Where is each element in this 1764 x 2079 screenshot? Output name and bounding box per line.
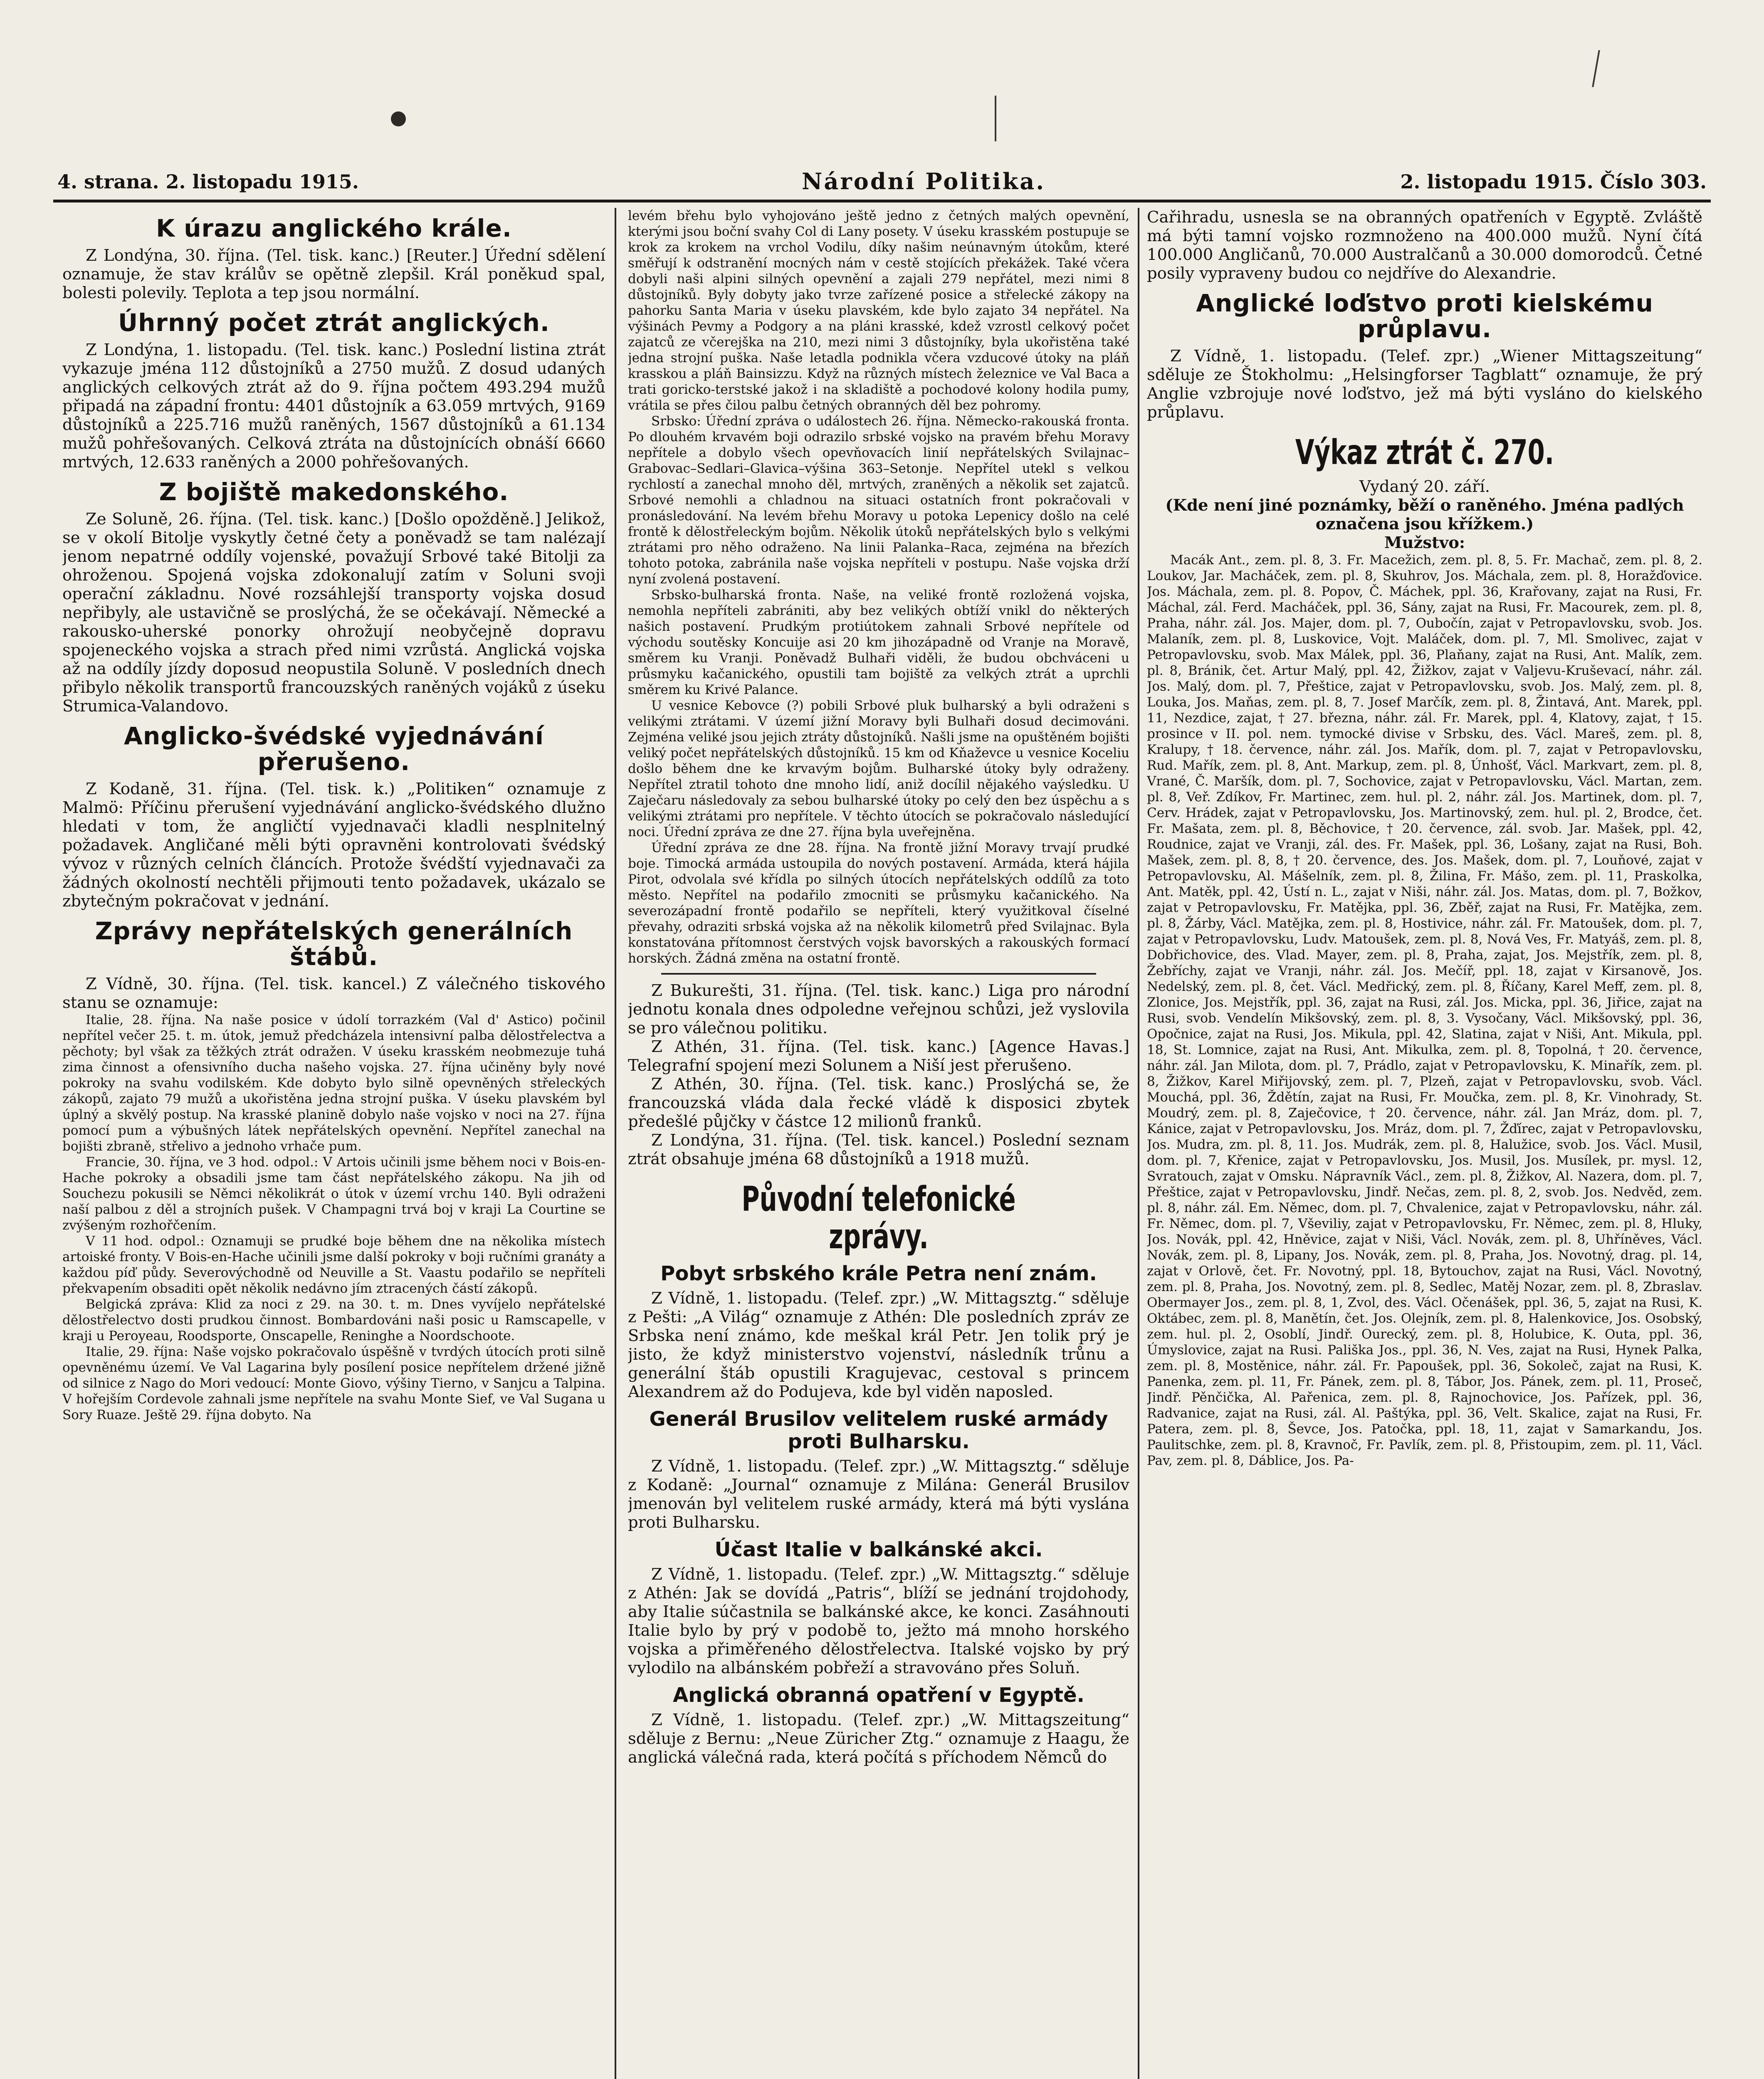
article-text: Z Athén, 30. října. (Tel. tisk. kanc.) Proslýchá se, že francouzská vláda dala řecké vládě k disposici zbytek předešlé půjčky v částce 12 milionů franků.	[628, 1075, 1129, 1131]
section-banner: Původní telefonické zprávy.	[741, 1180, 1016, 1257]
page-header	[53, 163, 1711, 202]
article-text-small: U vesnice Kebovce (?) pobili Srbové pluk bulharský a byli odraženi s velikými ztrátami. V území jižní Moravy byli Bulhaři dosud decimováni. Zejména veliké jsou jejich ztráty důstojníků. Našli jsme na opuštěném bojišti veliký počet nepřátelských důstojníků. 15 km od Kňaževce u vesnice Koceliu došlo během dne ke krvavým bojům. Bulharské útoky byly odraženy. Nepřítel ztratil tohoto dne mnoho lidí, aniž docílil nějakého vaýsledku. U Zaječaru následovaly za sebou bulharské útoky po celý den bez úspěchu a s velikými ztrátami pro nepřítele. V těchto útocích se pokračovalo následující noci. Úřední zpráva ze dne 27. října byla uveřejněna.	[628, 698, 1129, 840]
article-text: Z Vídně, 1. listopadu. (Telef. zpr.) „W. Mittagszeitung“ sděluje z Bernu: „Neue Züricher Ztg.“ oznamuje z Haagu, že anglická válečná rada, která počítá s příchodem Němců do	[628, 1711, 1129, 1767]
article-text-small: Úřední zpráva ze dne 28. října. Na frontě jižní Moravy trvají prudké boje. Timocká armáda ustoupila do nových postavení. Armáda, která hájila Pirot, odvolala své křídla po silných útocích nepřátelských oddílů za toto město. Nepřítel na podařilo zmocniti se průsmyku kačanického. Na severozápadní frontě podařilo se nepříteli, který využitkoval číselné převahy, odraziti srbská vojska až na několik kilometrů před Svilajnac. Byla konstatována přítomnost čerstvých vojsk bavorských a rakouských formací horských. Žádná změna na ostatní frontě.	[628, 840, 1129, 966]
headline: K úrazu anglického krále.	[156, 214, 512, 242]
article-text: Z Vídně, 1. listopadu. (Telef. zpr.) „W. Mittagsztg.“ sděluje z Kodaně: „Journal“ oznamuje z Milána: Generál Brusilov jmenován byl velitelem ruské armády, která má býti vyslána proti Bulharsku.	[628, 1457, 1129, 1532]
article-text: Z Vídně, 1. listopadu. (Telef. zpr.) „W. Mittagsztg.“ sděluje z Athén: Jak se dovídá „Patris“, blíží se jednání trojdohody, aby Italie súčastnila se balkánské akce, ke konci. Zasáhnouti Italie bylo by prý v podobě to, ježto má mnoho horského vojska a přiměřeného dělostřelectva. Italské vojsko by prý vylodilo na albánském pobřeží a stravováno přes Soluň.	[628, 1565, 1129, 1677]
column-rule	[1138, 208, 1139, 2079]
article-text-small: Italie, 29. října: Naše vojsko pokračovalo úspěšně v tvrdých útocích proti silně opevněnému území. Ve Val Lagarina byly posílení posice nepřítelem držené jižně od silnice z Nago do Mori vedoucí: Monte Giovo, výšiny Tierno, v Sanjcu a Talpina. V hořejším Cordevole zahnali jsme nepřítele na svahu Monte Sief, ve Val Sugana u Sory Ruaze. Ještě 29. října dobyto. Na	[62, 1344, 605, 1422]
article-text-small: Srbsko-bulharská fronta. Naše, na veliké frontě rozložená vojska, nemohla nepříteli zabrániti, aby bez velikých obtíží vnikl do některých našich postavení. Prudkým protiútokem zahnali Srbové nepřítele od východu soutěsky Koncuije asi 20 km jihozápadně od Vranje na Moravě, směrem ku Vranji. Poněvadž Bulhaři viděli, že budou obchváceni u průsmyku kačanického, opustili tam bojiště za velkých ztrát a uprchli směrem ku Krivé Palance.	[628, 588, 1129, 697]
headline: Pobyt srbského krále Petra není znám.	[660, 1262, 1097, 1285]
article-text-small: Srbsko: Úřední zpráva o událostech 26. října. Německo-rakouská fronta. Po dlouhém krvavém boji odrazilo srbské vojsko na pravém břehu Moravy nepřítele a dobylo všech opevňovacích linií nepřátelských Svilajnac–Grabovac–Sedlari–Glavica–výšina 363–Setonje. Nepřítel utekl s velkou rychlostí a zanechal mnoho děl, mrtvých, zraněných a několik set zajatců. Srbové nemohli a chladnou na situaci ostatních front pokračovali v pronásledování. Na levém břehu Moravy u potoka Lepenicy došlo na celé frontě k dělostřeleckým bojům. Několik útoků nepřátelských bylo s velkými ztrátami pro něho odraženo. Na linii Palanka–Raca, zejména na březích tohoto potoka, zabránila naše vojska nepříteli v postupu. Naše vojska drží nyní zvolená postavení.	[628, 414, 1129, 587]
article-text-small: Belgická zpráva: Klid za noci z 29. na 30. t. m. Dnes vyvíjelo nepřátelské dělostřelectvo dosti prudkou činnost. Bombardováni naši posic u Ramscapelle, v kraji u Peroyeau, Roodsporte, Onscapelle, Reninghe a Noordschoote.	[62, 1297, 605, 1343]
article-text-small: V 11 hod. odpol.: Oznamuji se prudké boje během dne na několika místech artoiské fronty. V Bois-en-Hache učinili jsme další pokroky v boji ručními granáty a každou píď půdy. Severovýchodně od Neuville a St. Vaastu podařilo se nepříteli překvapením obsaditi opět několik nedávno jím ztracených částí zákopů.	[62, 1234, 605, 1296]
headline: Generál Brusilov velitelem ruské armády proti Bulharsku.	[649, 1407, 1108, 1453]
casualty-list-entries: Macák Ant., zem. pl. 8, 3. Fr. Macežich, zem. pl. 8, 5. Fr. Machač, zem. pl. 8, 2. Loukov, Jar. Macháček, zem. pl. 8, Skuhrov, Jos. Máchala, zem. pl. 8, Horažďovice. Jos. Máchala, zem. pl. 8. Popov, Č. Máchek, ppl. 36, Krařovany, zajat na Rusi, Fr. Máchal, zál. Ferd. Macháček, ppl. 36, Sány, zajat na Rusi, Fr. Macourek, zem. pl. 8, Praha, náhr. zál. Jos. Majer, dom. pl. 7, Oubočín, zajat v Petropavlovsku, svob. Jos. Malaník, zem. pl. 8, Luskovice, Vojt. Maláček, dom. pl. 7, Ml. Smolivec, zajat v Petropavlovsku, svob. Max Málek, ppl. 36, Plaňany, zajat na Rusi, Ant. Malík, zem. pl. 8, Bránik, čet. Artur Malý, ppl. 42, Žižkov, zajat v Valjevu-Kruševací, náhr. zál. Jos. Malý, dom. pl. 7, Přeštice, zajat v Petropavlovsku, svob. Jos. Malý, zem. pl. 8, Louka, Jos. Maňas, zem. pl. 8, 7. Josef Marčík, zem. pl. 8, Žintavá, Ant. Marek, ppl. 11, Nezdice, zajat, † 27. března, náhr. zál. Fr. Marek, ppl. 4, Klatovy, zajat, † 15. prosince v II. pol. nem. tymocké divise v Srbsku, des. Václ. Mareš, zem. pl. 8, Kralupy, † 18. července, náhr. zál. Jos. Mařík, dom. pl. 7, zajat v Petropavlovsku, Rud. Mařík, zem. pl. 8, Ant. Markup, zem. pl. 8, Únhošť, Václ. Markvart, zem. pl. 8, Vrané, Č. Maršík, dom. pl. 7, Sochovice, zajat v Petropavlovsku, Václ. Martan, zem. pl. 8, Veř. Zdíkov, Fr. Martinec, zem. hul. pl. 2, náhr. zál. Jos. Martinek, dom. pl. 7, Cerv. Hrádek, zajat v Petropavlovsku, Jos. Martinovský, zem. hul. pl. 2, Brodce, čet. Fr. Mašata, zem. pl. 8, Běchovice, † 20. července, zál. svob. Jar. Mašek, ppl. 42, Roudnice, zajat ve Vranji, zál. des. Fr. Mašek, ppl. 36, Lošany, zajat na Rusi, Boh. Mašek, zem. pl. 8, 8, † 20. července, des. Jos. Mašek, dom. pl. 7, Louňové, zajat v Petropavlovsku, Al. Mášelník, zem. pl. 8, Žilina, Fr. Mášo, zem. pl. 11, Praskolka, Ant. Matěk, ppl. 42, Ústí n. L., zajat v Niši, náhr. zál. Jos. Matas, dom. pl. 7, Božkov, zajat v Petropavlovsku, Fr. Matějka, ppl. 36, Zběř, zajat na Rusi, Fr. Matějka, zem. pl. 8, Žárby, Václ. Matějka, zem. pl. 8, Hostivice, náhr. zál. Fr. Matoušek, dom. pl. 7, zajat v Petropavlovsku, Ludv. Matoušek, zem. pl. 8, Nová Ves, Fr. Matyáš, zem. pl. 8, Dobřichovice, des. Vlad. Mayer, zem. pl. 8, Praha, zajat, Jos. Mejstřík, zem. pl. 8, Žebříchy, zajat ve Vranji, náhr. zál. Jos. Mečíř, ppl. 18, zajat v Kirsanově, Jos. Nedelský, zem. pl. 8, čet. Václ. Medřický, zem. pl. 8, Říčany, Karel Meff, zem. pl. 8, Zlonice, Jos. Mejstřík, ppl. 36, zajat na Rusi, zál. Jos. Micka, ppl. 36, Jiřice, zajat na Rusi, svob. Vendelín Mikšovský, zem. pl. 8, 3. Vysočany, Václ. Mikšovský, ppl. 36, Opočnice, zajat na Rusi, Jos. Mikula, ppl. 42, Slatina, zajat v Niši, Ant. Mikula, ppl. 18, St. Lomnice, zajat na Rusi, Ant. Mikulka, zem. pl. 8, Topolná, † 20. července, náhr. zál. Jan Milota, dom. pl. 7, Prádlo, zajat v Petropavlovsku, K. Minařík, zem. pl. 8, Žižkov, Karel Miřijovský, zem. pl. 7, Plzeň, zajat v Petropavlovsku, svob. Václ. Mouchá, ppl. 36, Ždětín, zajat na Rusi, Fr. Moučka, zem. pl. 8, Kr. Vinohrady, St. Moudrý, zem. pl. 8, Zaječovice, † 20. července, náhr. zál. Jan Mráz, dom. pl. 7, Kánice, zajat v Petropavlovsku, Jos. Mráz, dom. pl. 7, Žďírec, zajat v Petropavlovsku, Jos. Mudra, zm. pl. 8, 11. Jos. Mudrák, zem. pl. 8, Halužice, svob. Jos. Václ. Musil, dom. pl. 7, Křenice, zajat v Petropavlovsku, Jos. Musil, Jos. Musílek, pr. mysl. 12, Svratouch, zajat v Omsku. Nápravník Václ., zem. pl. 8, Žižkov, Al. Nazera, dom. pl. 7, Přeštice, zajat v Petropavlovsku, Jindř. Nečas, zem. pl. 8, 2, svob. Jos. Nedvěd, zem. pl. 8, náhr. zál. Em. Němec, dom. pl. 7, Chvalenice, zajat v Petropavlovsku, náhr. zál. Fr. Němec, dom. pl. 7, Vševiliy, zajat v Petropavlovsku, Fr. Němec, zem. pl. 8, Hluky, Jos. Novák, ppl. 42, Hněvice, zajat v Niši, Václ. Novák, zem. pl. 8, Uhříněves, Václ. Novák, zem. pl. 8, Lipany, Jos. Novák, zem. pl. 8, Praha, Jos. Novotný, drag. pl. 14, zajat v Orlově, čet. Fr. Novotný, ppl. 18, Bytouchov, zajat na Rusi, Václ. Novotný, zem. pl. 8, Praha, Jos. Novotný, zem. pl. 8, Sedlec, Matěj Nozar, zem. pl. 8, Zbraslav. Obermayer Jos., zem. pl. 8, 1, Zvol, des. Václ. Očenášek, ppl. 36, 5, zajat na Rusi, K. Oktábec, zem. pl. 8, Manětín, čet. Jos. Olejník, zem. pl. 8, Halenkovice, Jos. Osobský, zem. hul. pl. 2, Osoblí, Jindř. Ourecký, zem. pl. 8, Holubice, K. Outa, ppl. 36, Úmyslovice, zajat na Rusi. Pališka Jos., ppl. 36, N. Ves, zajat na Rusi, Hynek Palka, zem. pl. 8, Mostěnice, náhr. zál. Fr. Papoušek, ppl. 36, Sokoleč, zajat na Rusi, K. Panenka, zem. pl. 11, Fr. Pánek, zem. pl. 8, Tábor, Jos. Pánek, zem. pl. 11, Proseč, Jindř. Pěnčička, Al. Pařenica, zem. pl. 8, Rajnochovice, Jos. Pařízek, ppl. 36, Radvanice, zajat na Rusi, zál. Al. Paštýka, ppl. 36, Velt. Skalice, zajat na Rusi, Fr. Patera, zem. pl. 8, Ševce, Jos. Patočka, ppl. 18, 11, zajat v Samarkandu, Jos. Paulitschke, zem. pl. 8, Kravnoč, Fr. Pavlík, zem. pl. 8, Přistoupim, zem. pl. 11, Václ. Pav, zem. pl. 8, Dáblice, Jos. Pa-	[1147, 553, 1702, 1468]
column-2	[628, 208, 1129, 2079]
headline: Úhrnný počet ztrát anglických.	[118, 309, 550, 337]
headline: Účast Italie v balkánské akci.	[714, 1538, 1043, 1561]
section-divider	[661, 973, 1096, 975]
header-page-date: 4. strana. 2. listopadu 1915.	[57, 170, 359, 193]
column-1	[62, 208, 605, 2079]
scan-mark	[995, 96, 996, 141]
scan-mark	[1592, 50, 1600, 87]
header-issue-number: 2. listopadu 1915. Číslo 303.	[1400, 170, 1707, 193]
casualty-list-date: Vydaný 20. září.	[1359, 477, 1490, 496]
article-text: Z Londýna, 31. října. (Tel. tisk. kancel.) Poslední seznam ztrát obsahuje jména 68 důstojníků a 1918 mužů.	[628, 1131, 1129, 1168]
article-text: Z Londýna, 30. října. (Tel. tisk. kanc.) [Reuter.] Úřední sdělení oznamuje, že stav králův se opětně zlepšil. Král poněkud spal, bolesti polevily. Teplota a tep jsou normální.	[62, 246, 605, 302]
article-text: Z Vídně, 30. října. (Tel. tisk. kancel.) Z válečného tiskového stanu se oznamuje:	[62, 975, 605, 1012]
article-text: Z Kodaně, 31. října. (Tel. tisk. k.) „Politiken“ oznamuje z Malmö: Příčinu přerušení vyjednávání anglicko-švédského dlužno hledati v tom, že angličtí vyjednavači kladli nesplnitelný požadavek. Angličané měli býti opravněni kontrolovati švédský vývoz v různých celních článcích. Protože švédští vyjednavači za žádných okolností nechtěli přijmouti tento požadavek, ukázalo se zbytečným pokračovat v jednání.	[62, 780, 605, 911]
headline: Anglické loďstvo proti kielskému průplavu.	[1196, 289, 1653, 343]
casualty-list-title: Výkaz ztrát č. 270.	[1295, 433, 1554, 472]
headline: Anglická obranná opatření v Egyptě.	[673, 1684, 1085, 1707]
article-text: Z Athén, 31. října. (Tel. tisk. kanc.) [Agence Havas.] Telegrafní spojení mezi Solunem a Niší jest přerušeno.	[628, 1037, 1129, 1075]
article-text: Cařihradu, usnesla se na obranných opatřeních v Egyptě. Zvláště má býti tamní vojsko rozmnoženo na 400.000 mužů. Nyní čítá 100.000 Angličanů, 70.000 Australčanů a 30.000 domorodců. Četné posily vypraveny budou co nejdříve do Alexandrie.	[1147, 208, 1702, 283]
headline: Anglicko-švédské vyjednávání přerušeno.	[124, 722, 544, 776]
article-text: Z Vídně, 1. listopadu. (Telef. zpr.) „W. Mittagsztg.“ sděluje z Pešti: „A Világ“ oznamuje z Athén: Dle posledních zpráv ze Srbska není známo, kde meškal král Petr. Jen tolik prý je jisto, že když ministerstvo vojenství, následník trůnu a generální štáb opustili Kragujevac, cestoval s princem Alexandrem až do Podujeva, kde byl viděn naposled.	[628, 1289, 1129, 1401]
casualty-list-note: (Kde není jiné poznámky, běží o raněného. Jména padlých označena jsou křížkem.)	[1165, 496, 1684, 533]
article-text: Z Londýna, 1. listopadu. (Tel. tisk. kanc.) Poslední listina ztrát vykazuje jména 112 důstojníků a 2750 mužů. Z dosud udaných anglických celkových ztrát až do 9. října počtem 493.294 mužů připadá na západní frontu: 4401 důstojník a 63.059 mrtvých, 9169 důstojníků a 225.716 mužů raněných, 1567 důstojníků a 61.134 mužů pohřešovaných. Celková ztráta na důstojnících obnáší 6660 mrtvých, 12.633 raněných a 2000 pohřešovaných.	[62, 341, 605, 472]
article-text: Z Vídně, 1. listopadu. (Telef. zpr.) „Wiener Mittagszeitung“ sděluje ze Štokholmu: „Helsingforser Tagblatt“ oznamuje, že prý Anglie vzbrojuje nové loďstvo, jež má býti vysláno do kielského průplavu.	[1147, 347, 1702, 422]
headline: Z bojiště makedonského.	[159, 478, 509, 506]
article-text: Ze Soluně, 26. října. (Tel. tisk. kanc.) [Došlo opožděně.] Jelikož, se v okolí Bitolje vyskytly četné čety a poněvadž se tam nalézají jenom nepatrné oddíly vojenské, považují Srbové také Bitolji za ohroženou. Spojená vojska zdokonalují zatím v Soluni svoji operační základnu. Nové rozsáhlejší transporty vojska dosud nepřibyly, ale ustavičně se proslýchá, že se očekávají. Německé a rakousko-uherské ponorky ohrožují neobyčejně dopravu spojeneckého vojska a strach před nimi vzrůstá. Anglická vojska až na oddíly jízdy doposud neopustila Soluně. V posledních dnech přibylo několik transportů francouzských raněných vojáků z úseku Strumica-Valandovo.	[62, 510, 605, 716]
masthead-title: Národní Politika.	[802, 168, 1046, 195]
article-text-small: Francie, 30. října, ve 3 hod. odpol.: V Artois učinili jsme během noci v Bois-en-Hache pokroky a obsadili jsme tam část nepřátelského zákopu. Na jih od Souchezu pokusili se Němci několikrát o útok v území vrchu 140. Byli odraženi naší palbou z děl a strojních pušek. V Champagni trvá boj v kraji La Courtine se zvýšeným rozhořčením.	[62, 1155, 605, 1233]
article-text-small: levém břehu bylo vyhojováno ještě jedno z četných malých opevnění, kterými jsou boční svahy Col di Lany posety. V úseku krasském postupuje se krok za krokem na vrchol Vodilu, díky našim neúnavným útokům, které směřují k odstranění mocných nám v cestě stojících překážek. Také včera dobyli naši alpini silných opevnění a zajali 279 nepřátel, mezi nimi 8 důstojníků. Byly dobyty jako tvrze zařízené posice a střelecké zákopy na pahorku Santa Maria v úseku plavském, kde bylo zajato 34 nepřátel. Na výšinách Pevmy a Podgory a na pláni krasské, kdež vzrostl celkový počet zajatců ze včerejška na 210, mezi nimi 3 důstojníky, byla ukořistěna také jedna strojní puška. Naše letadla podnikla včera vzducové útoky na pláň krasskou a pláň Bainsizzu. Když na různých místech železnice ve Val Baca a trati goricko-terstské jakož i na skladiště a pochodové kolony hodila pumy, vrátila se přes čilou palbu četných obranných děl bez pohromy.	[628, 208, 1129, 413]
article-text-small: Italie, 28. října. Na naše posice v údolí torrazkém (Val d' Astico) počinil nepřítel večer 25. t. m. útok, jemuž předcházela intensivní palba dělostřelectva a pěchoty; byl však za těžkých ztrát odražen. V úseku krasském neobmezuje tuhá zima činnost a ofensivního ducha našeho vojska. 27. října učiněny byly nové pokroky na svahu vodilském. Kde dobyto bylo silně opevněných střeleckých zákopů, zajato 79 mužů a ukořistěna jedna strojní puška. V úseku plavském byl úplný a skvělý postup. Na krasské planině dobylo naše vojsko v noci na 27. října pomocí pum a výbušných látek nepřátelských opevnění. Nepřítel zanechal na bojišti zbraně, střelivo a jednoho vrhače pum.	[62, 1012, 605, 1154]
casualty-list-subhead: Mužstvo:	[1384, 533, 1465, 552]
column-rule	[615, 208, 616, 2079]
column-3	[1147, 208, 1702, 2079]
article-text: Z Bukurešti, 31. října. (Tel. tisk. kanc.) Liga pro národní jednotu konala dnes odpoledne veřejnou schůzi, jež vyslovila se pro válečnou politiku.	[628, 981, 1129, 1037]
headline: Zprávy nepřátelských generálních štábů.	[95, 917, 573, 971]
scan-punch-hole	[391, 111, 406, 126]
